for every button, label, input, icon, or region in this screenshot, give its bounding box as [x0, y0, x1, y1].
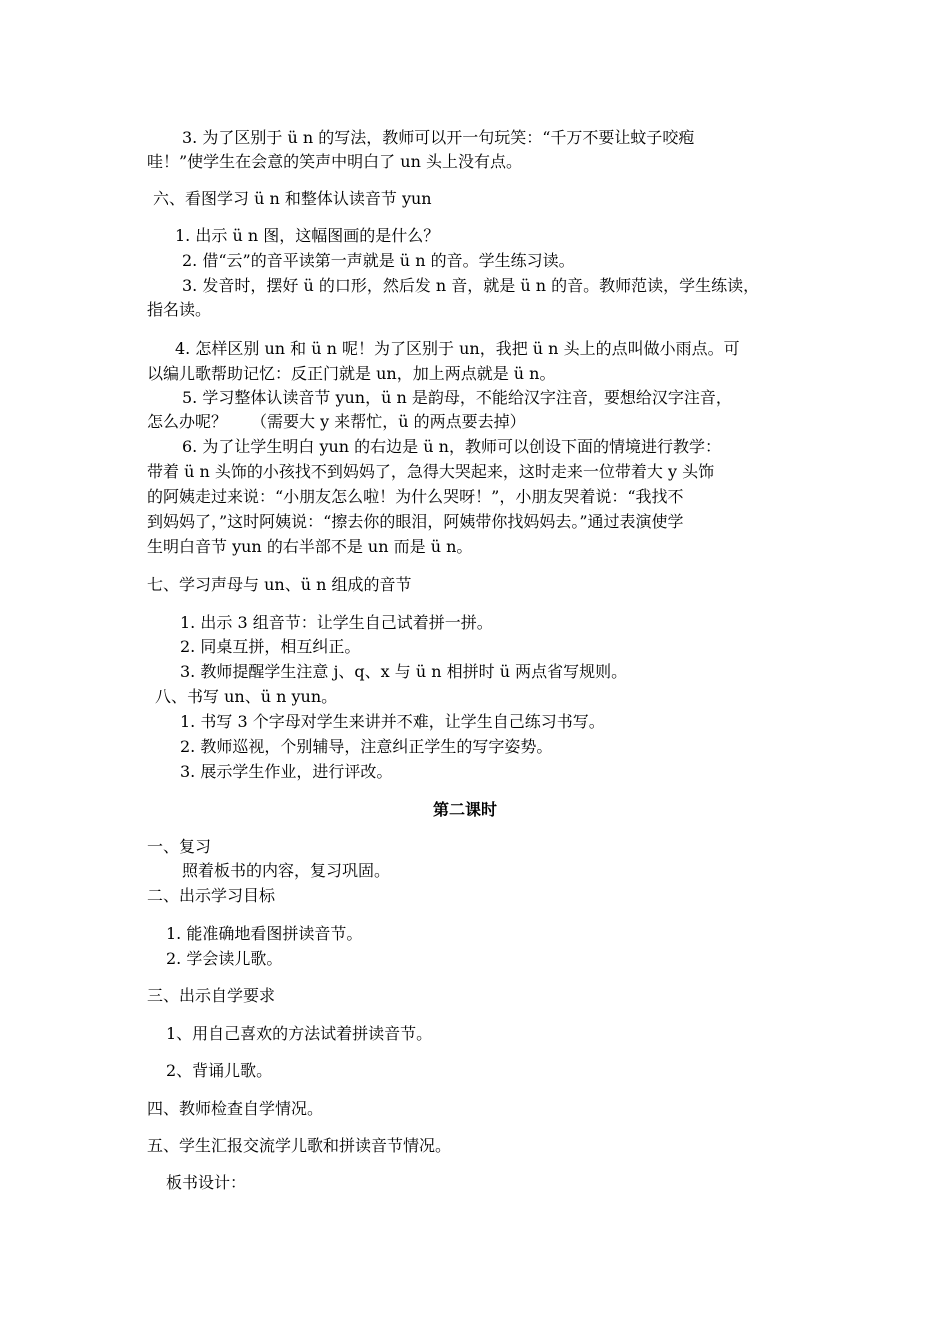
paragraph-line: 板书设计： [166, 1173, 247, 1192]
section-heading: 四、教师检查自学情况。 [147, 1099, 324, 1118]
list-item: 1. 出示 ü n 图，这幅图画的是什么？ [175, 226, 440, 245]
paragraph-line: 以编儿歌帮助记忆：反正门就是 un，加上两点就是 ü n。 [147, 364, 556, 383]
list-item: 6. 为了让学生明白 yun 的右边是 ü n，教师可以创设下面的情境进行教学： [182, 437, 721, 456]
list-item: 3. 教师提醒学生注意 j、q、x 与 ü n 相拼时 ü 两点省写规则。 [180, 662, 628, 681]
list-item: 5. 学习整体认读音节 yun，ü n 是韵母，不能给汉字注音，要想给汉字注音， [182, 388, 732, 407]
paragraph-line: 带着 ü n 头饰的小孩找不到妈妈了，急得大哭起来，这时走来一位带着大 y 头饰 [147, 462, 715, 481]
section-heading: 三、出示自学要求 [147, 986, 276, 1005]
paragraph-line: 指名读。 [147, 300, 212, 319]
paragraph-line: 生明白音节 yun 的右半部不是 un 而是 ü n。 [147, 537, 473, 556]
list-item: 4. 怎样区别 un 和 ü n 呢！为了区别于 un，我把 ü n 头上的点叫做小雨点。可 [175, 339, 740, 358]
list-item: 2、背诵儿歌。 [166, 1061, 273, 1080]
paragraph-line: 怎么办呢？ （需要大 y 来帮忙，ü 的两点要去掉） [147, 412, 526, 431]
section-heading: 二、出示学习目标 [147, 886, 276, 905]
paragraph-line: 照着板书的内容，复习巩固。 [182, 861, 391, 880]
section-heading: 一、复习 [147, 837, 212, 856]
lesson-title: 第二课时 [433, 800, 498, 819]
list-item: 2. 借“云”的音平读第一声就是 ü n 的音。学生练习读。 [182, 251, 575, 270]
section-heading: 八、书写 un、ü n yun。 [155, 687, 338, 706]
list-item: 1、用自己喜欢的方法试着拼读音节。 [166, 1024, 433, 1043]
paragraph-line: 哇！”使学生在会意的笑声中明白了 un 头上没有点。 [147, 152, 522, 171]
paragraph-line: 3. 为了区别于 ü n 的写法，教师可以开一句玩笑：“千万不要让蚊子咬疱 [182, 128, 695, 147]
section-heading: 五、学生汇报交流学儿歌和拼读音节情况。 [147, 1136, 452, 1155]
list-item: 1. 能准确地看图拼读音节。 [166, 924, 363, 943]
section-heading: 七、学习声母与 un、ü n 组成的音节 [147, 575, 412, 594]
paragraph-line: 的阿姨走过来说：“小朋友怎么啦！为什么哭呀！”，小朋友哭着说：“我找不 [147, 487, 684, 506]
section-heading: 六、看图学习 ü n 和整体认读音节 yun [153, 189, 432, 208]
list-item: 3. 发音时，摆好 ü 的口形，然后发 n 音，就是 ü n 的音。教师范读，学生练读， [182, 276, 760, 295]
list-item: 2. 同桌互拼，相互纠正。 [180, 637, 361, 656]
list-item: 1. 书写 3 个字母对学生来讲并不难，让学生自己练习书写。 [180, 712, 605, 731]
list-item: 3. 展示学生作业，进行评改。 [180, 762, 393, 781]
list-item: 2. 学会读儿歌。 [166, 949, 283, 968]
list-item: 2. 教师巡视，个别辅导，注意纠正学生的写字姿势。 [180, 737, 553, 756]
paragraph-line: 到妈妈了，”这时阿姨说：“擦去你的眼泪，阿姨带你找妈妈去。”通过表演使学 [147, 512, 684, 531]
list-item: 1. 出示 3 组音节：让学生自己试着拼一拼。 [180, 613, 493, 632]
